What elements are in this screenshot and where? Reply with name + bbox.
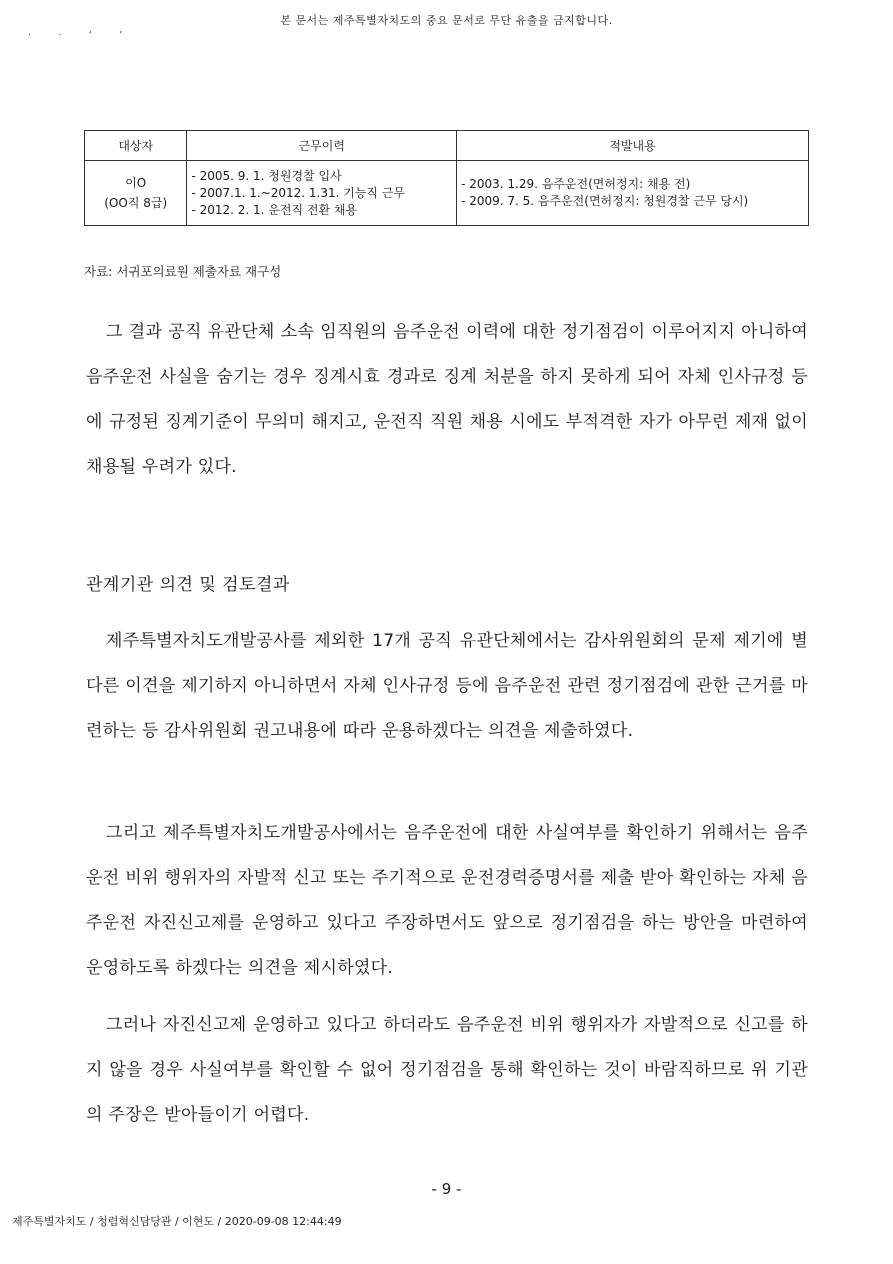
header-subject: 대상자 [85, 131, 187, 161]
work-history-cell [187, 161, 457, 226]
section-heading: 관계기관 의견 및 검토결과 [86, 575, 290, 595]
subject-rank: (OO직 8급) [104, 196, 168, 210]
violation-item: - 2009. 7. 5. 음주운전(면허정지: 청원경찰 근무 당시) [461, 194, 749, 208]
table-row [85, 161, 809, 226]
table-header-row [85, 131, 809, 161]
source-note: 자료: 서귀포의료원 제출자료 재구성 [84, 264, 282, 279]
work-history-item: - 2007.1. 1.~2012. 1.31. 기능직 근무 [191, 185, 406, 200]
development-corp-paragraph: 그리고 제주특별자치도개발공사에서는 음주운전에 대한 사실여부를 확인하기 위해서는 음주운전 비위 행위자의 자발적 신고 또는 주기적으로 운전경력증명서를 제출 받아 확인하는 자체 음주운전 자진신고제를 운영하고 있다고 주장하면서도 앞으로 정기점검을 하는 방안을 마련하여 운영하도록 하겠다는 의견을 제시하였다. [86, 823, 808, 978]
page-number: - 9 - [431, 1180, 462, 1198]
header-work-history: 근무이력 [187, 131, 457, 161]
violation-record-table [84, 130, 809, 256]
review-conclusion-paragraph: 그러나 자진신고제 운영하고 있다고 하더라도 음주운전 비위 행위자가 자발적으로 신고를 하지 않을 경우 사실여부를 확인할 수 없어 정기점검을 통해 확인하는 것이 바람직하므로 위 기관의 주장은 받아들이기 어렵다. [86, 1015, 808, 1125]
footer-meta: 제주특별자치도 / 청렴혁신담당관 / 이현도 / 2020-09-08 12:44:49 [12, 1215, 342, 1228]
finding-paragraph: 그 결과 공직 유관단체 소속 임직원의 음주운전 이력에 대한 정기점검이 이루어지지 아니하여 음주운전 사실을 숨기는 경우 징계시효 경과로 징계 처분을 하지 못하게 되어 자체 인사규정 등에 규정된 징계기준이 무의미 해지고, 운전직 직원 채용 시에도 부적격한 자가 아무런 제재 없이 채용될 우려가 있다. [86, 322, 808, 477]
violation-item: - 2003. 1.29. 음주운전(면허정지: 채용 전) [461, 177, 691, 191]
table-bottom-spacer [85, 226, 809, 257]
header-violations: 적발내용 [457, 131, 809, 161]
agency-opinion-paragraph: 제주특별자치도개발공사를 제외한 17개 공직 유관단체에서는 감사위원회의 문제 제기에 별다른 이견을 제기하지 아니하면서 자체 인사규정 등에 음주운전 관련 정기점검에 관한 근거를 마련하는 등 감사위원회 권고내용에 따라 운용하겠다는 의견을 제출하였다. [86, 631, 808, 741]
subject-cell [85, 161, 187, 226]
subject-name: 이O [125, 176, 147, 190]
violations-cell [457, 161, 809, 226]
confidentiality-notice: 본 문서는 제주특별자치도의 중요 문서로 무단 유출을 금지합니다. [280, 14, 613, 27]
work-history-item: - 2012. 2. 1. 운전직 전환 채용 [191, 202, 358, 217]
work-history-item: - 2005. 9. 1. 청원경찰 입사 [191, 168, 342, 183]
scan-artifact-marks: · · ‘ ’ [28, 30, 135, 41]
